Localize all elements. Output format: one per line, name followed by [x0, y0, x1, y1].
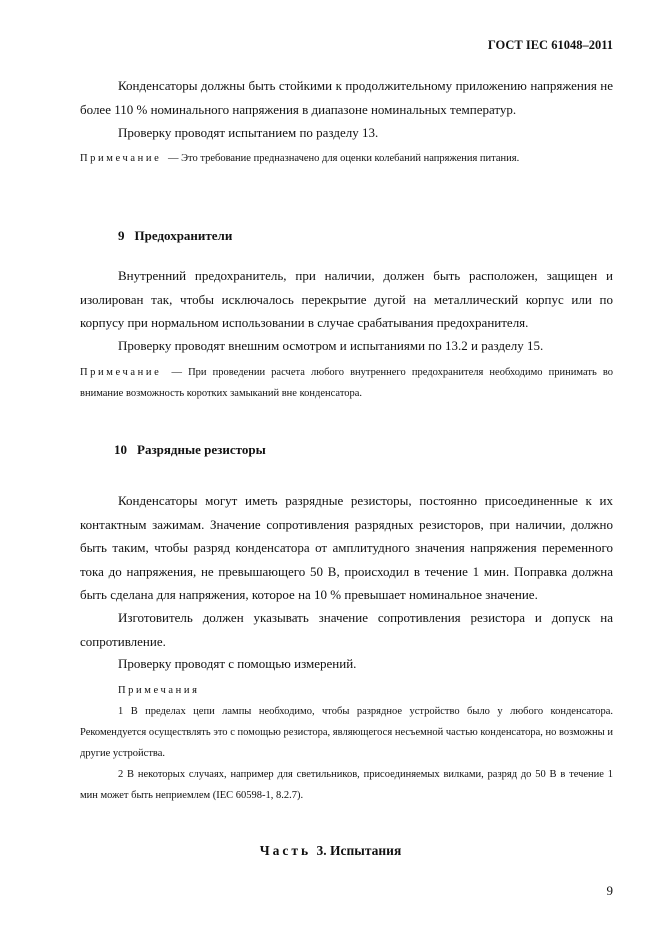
paragraph-voltage-endurance: Конденсаторы должны быть стойкими к продолжительному приложению напряжения не более 110 % номинального напряжения в диапазоне номинальных температур. — [80, 78, 613, 117]
section-heading-9 — [118, 228, 232, 244]
paragraph-fuse-inspection: Проверку проводят внешним осмотром и испытаниями по 13.2 и разделу 15. — [118, 338, 544, 353]
section-number: 10 — [114, 442, 127, 457]
note-1-lamp-circuit: 1 В пределах цепи лампы необходимо, чтобы разрядное устройство было у любого конденсатора. Рекомендуется осуществлять это с помощью резистора, являющегося несъемной частью конденсатора, но возможны и другие устройства. — [80, 706, 613, 759]
section-title: Предохранители — [134, 228, 233, 243]
notes-label-plural: Примечания — [118, 685, 200, 696]
paragraph-check-section-13: Проверку проводят испытанием по разделу 13. — [118, 125, 379, 140]
paragraph-check-measurement: Проверку проводят с помощью измерений. — [118, 656, 357, 671]
note-2-plug-luminaires: 2 В некоторых случаях, например для светильников, присоединяемых вилками, разряд до 50 В в течение 1 мин может быть неприемлем (IEC 60598-1, 8.2.7). — [80, 769, 613, 801]
section-title: Разрядные резисторы — [137, 442, 266, 457]
note-voltage-fluctuation — [80, 148, 613, 169]
paragraph-internal-fuse: Внутренний предохранитель, при наличии, должен быть расположен, защищен и изолирован так, чтобы исключалось перекрытие дугой на металлический корпус или по корпусу при нормальном использовании в случае срабатывания предохранителя. — [80, 268, 613, 330]
section-number: 9 — [118, 228, 125, 243]
part-heading — [0, 843, 661, 859]
document-header: ГОСТ IEC 61048–2011 — [487, 38, 613, 52]
note-text: — При проведении расчета любого внутреннего предохранителя необходимо принимать во внимание возможность коротких замыканий вне конденсатора. — [80, 367, 613, 399]
paragraph-discharge-resistors: Конденсаторы могут иметь разрядные резисторы, постоянно присоединенные к их контактным зажимам. Значение сопротивления разрядных резисторов, при наличии, должно быть таким, чтобы разряд конденсатора от амплитудного значения напряжения переменного тока до напряжения, не превышающего 50 В, происходил в течение 1 мин. Поправка должна быть сделана для напряжения, которое на 10 % превышает номинальное значение. — [80, 493, 613, 602]
paragraph-manufacturer-resistance: Изготовитель должен указывать значение сопротивления резистора и допуск на сопротивление. — [80, 610, 613, 649]
page-number: 9 — [606, 883, 613, 898]
note-short-circuits — [80, 362, 613, 404]
part-title: 3. Испытания — [316, 843, 402, 858]
note-text: — Это требование предназначено для оценки колебаний напряжения питания. — [165, 153, 520, 164]
note-label: Примечание — [80, 153, 162, 164]
section-heading-10 — [114, 442, 266, 458]
note-label: Примечание — [80, 367, 162, 378]
part-word: Часть — [259, 843, 312, 858]
